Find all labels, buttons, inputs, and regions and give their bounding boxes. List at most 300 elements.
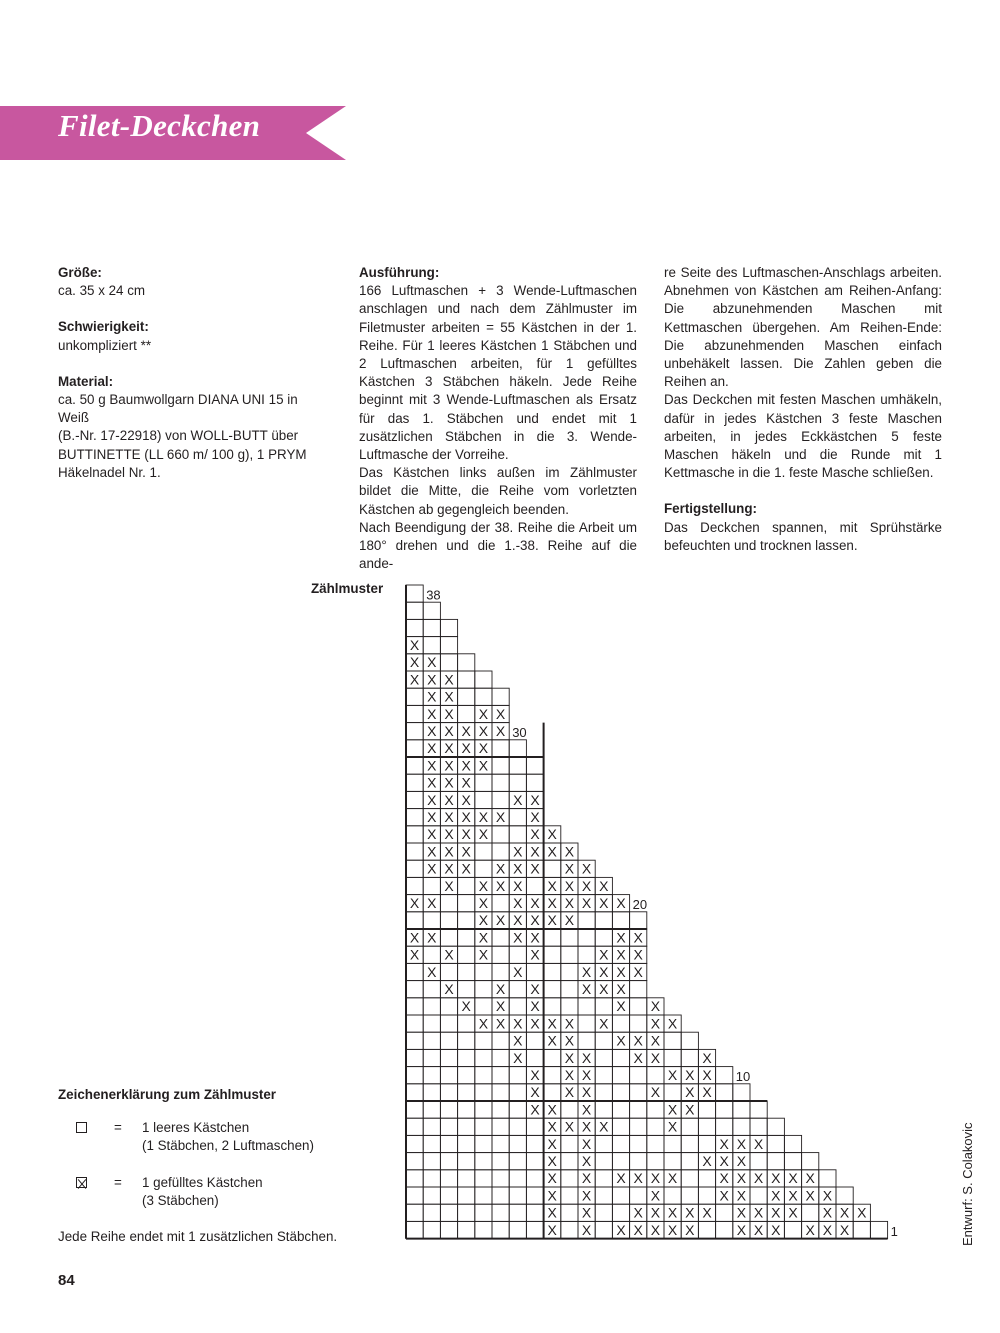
chart-filled-mark: X xyxy=(495,1015,506,1032)
chart-cell xyxy=(458,671,475,688)
chart-filled-mark: X xyxy=(530,791,540,808)
chart-cell xyxy=(819,1170,836,1187)
chart-cell xyxy=(698,1187,715,1204)
chart-filled-mark: X xyxy=(581,1067,592,1084)
chart-cell xyxy=(440,1204,457,1221)
chart-filled-mark: X xyxy=(530,981,540,998)
chart-cell xyxy=(526,1187,543,1204)
chart-filled-mark: X xyxy=(667,1015,678,1032)
chart-filled-mark: X xyxy=(444,791,454,808)
chart-cell xyxy=(595,1032,612,1049)
chart-cell xyxy=(458,912,475,929)
chart-filled-mark: X xyxy=(478,826,489,843)
chart-filled-mark: X xyxy=(530,1067,540,1084)
chart-cell xyxy=(509,1170,526,1187)
chart-cell xyxy=(612,1118,629,1135)
chart-cell xyxy=(526,1221,543,1238)
chart-cell xyxy=(630,1135,647,1152)
chart-cell xyxy=(492,946,509,963)
chart-cell xyxy=(492,1187,509,1204)
chart-cell xyxy=(406,1153,423,1170)
chart-cell xyxy=(492,1118,509,1135)
chart-cell xyxy=(492,1221,509,1238)
chart-cell xyxy=(492,1049,509,1066)
chart-cell xyxy=(509,774,526,791)
chart-filled-mark: X xyxy=(530,843,540,860)
chart-cell xyxy=(406,602,423,619)
chart-filled-mark: X xyxy=(599,877,609,894)
chart-cell xyxy=(630,1101,647,1118)
chart-filled-mark: X xyxy=(581,1084,592,1101)
chart-filled-mark: X xyxy=(513,791,523,808)
chart-cell xyxy=(440,1015,457,1032)
chart-filled-mark: X xyxy=(736,1221,747,1238)
chart-cell xyxy=(647,1135,664,1152)
chart-filled-mark: X xyxy=(667,1170,678,1187)
chart-cell xyxy=(509,1204,526,1221)
chart-filled-mark: X xyxy=(427,705,437,722)
chart-cell xyxy=(475,998,492,1015)
chart-filled-mark: X xyxy=(495,705,506,722)
chart-cell xyxy=(406,1101,423,1118)
chart-filled-mark: X xyxy=(547,1153,557,1170)
chart-cell xyxy=(595,929,612,946)
chart-filled-mark: X xyxy=(564,877,575,894)
chart-filled-mark: X xyxy=(616,1170,626,1187)
chart-cell xyxy=(509,826,526,843)
chart-filled-mark: X xyxy=(530,929,540,946)
chart-cell xyxy=(423,912,440,929)
instructions-paragraph: Das Deckchen mit festen Maschen umhäkeln, dafür in jedes Kästchen 3 feste Maschen arbeiten, in jedes Eckkästchen 5 feste Maschen häkeln und die Runde mit 1 Kettmasche in die 1. feste Masche schließen. xyxy=(664,392,942,481)
chart-cell xyxy=(475,671,492,688)
chart-filled-mark: X xyxy=(513,1049,523,1066)
chart-cell xyxy=(767,1118,784,1135)
chart-filled-mark: X xyxy=(616,929,626,946)
chart-cell xyxy=(612,1049,629,1066)
chart-cell xyxy=(716,1221,733,1238)
chart-filled-mark: X xyxy=(581,1118,592,1135)
chart-cell xyxy=(475,1187,492,1204)
chart-cell xyxy=(595,998,612,1015)
chart-filled-mark: X xyxy=(599,895,609,912)
chart-filled-mark: X xyxy=(478,877,489,894)
chart-filled-mark: X xyxy=(444,843,454,860)
chart-filled-mark: X xyxy=(461,843,471,860)
chart-cell xyxy=(630,1153,647,1170)
chart-cell xyxy=(458,1187,475,1204)
chart-filled-mark: X xyxy=(495,981,506,998)
chart-cell xyxy=(440,1118,457,1135)
chart-filled-mark: X xyxy=(478,757,489,774)
chart-cell xyxy=(698,1135,715,1152)
chart-cell xyxy=(526,877,543,894)
chart-filled-mark: X xyxy=(530,1101,540,1118)
chart-filled-mark: X xyxy=(444,826,454,843)
chart-cell xyxy=(458,688,475,705)
chart-cell xyxy=(406,1204,423,1221)
page-number: 84 xyxy=(58,1272,75,1289)
chart-cell xyxy=(561,1187,578,1204)
chart-filled-mark: X xyxy=(616,895,626,912)
legend-equals: = xyxy=(114,1120,122,1135)
chart-cell xyxy=(440,1084,457,1101)
chart-filled-mark: X xyxy=(547,1101,557,1118)
chart-filled-mark: X xyxy=(427,688,437,705)
chart-filled-mark: X xyxy=(513,843,523,860)
chart-cell xyxy=(509,981,526,998)
chart-filled-mark: X xyxy=(495,860,506,877)
chart-filled-mark: X xyxy=(530,1015,540,1032)
chart-cell xyxy=(509,998,526,1015)
chart-cell xyxy=(492,1135,509,1152)
chart-cell xyxy=(509,1221,526,1238)
chart-cell xyxy=(750,1118,767,1135)
chart-cell xyxy=(423,1049,440,1066)
difficulty-heading: Schwierigkeit: xyxy=(58,319,149,335)
chart-cell xyxy=(716,1084,733,1101)
chart-cell xyxy=(406,774,423,791)
chart-cell xyxy=(406,912,423,929)
material-line: (B.-Nr. 17-22918) von WOLL-BUTT über xyxy=(58,428,299,444)
chart-cell xyxy=(458,981,475,998)
chart-filled-mark: X xyxy=(633,1204,643,1221)
chart-cell xyxy=(784,1221,801,1238)
chart-filled-mark: X xyxy=(564,1032,575,1049)
chart-cell xyxy=(716,1204,733,1221)
chart-cell xyxy=(526,774,543,791)
chart-cell xyxy=(475,1118,492,1135)
size-value: ca. 35 x 24 cm xyxy=(58,283,146,299)
legend-filled-label: 1 gefülltes Kästchen xyxy=(142,1175,263,1190)
page-title: Filet-Deckchen xyxy=(58,108,261,143)
chart-filled-mark: X xyxy=(839,1221,850,1238)
chart-cell xyxy=(440,929,457,946)
chart-cell xyxy=(475,774,492,791)
design-credit: Entwurf: S. Colakovic xyxy=(960,1122,975,1246)
chart-cell xyxy=(509,1135,526,1152)
chart-filled-mark: X xyxy=(427,757,437,774)
chart-cell xyxy=(440,1067,457,1084)
chart-filled-mark: X xyxy=(478,809,489,826)
chart-cell xyxy=(475,1032,492,1049)
chart-filled-mark: X xyxy=(564,1049,575,1066)
chart-cell xyxy=(406,1221,423,1238)
chart-cell xyxy=(784,1153,801,1170)
chart-cell xyxy=(544,929,561,946)
chart-filled-mark: X xyxy=(599,1118,609,1135)
chart-cell xyxy=(458,1153,475,1170)
chart-cell xyxy=(406,1015,423,1032)
chart-filled-mark: X xyxy=(530,1084,540,1101)
instructions-column xyxy=(359,264,637,573)
chart-filled-mark: X xyxy=(495,998,506,1015)
chart-cell xyxy=(406,740,423,757)
chart-filled-mark: X xyxy=(685,1067,695,1084)
chart-cell xyxy=(423,1032,440,1049)
chart-cell xyxy=(458,1221,475,1238)
chart-filled-mark: X xyxy=(530,912,540,929)
chart-filled-mark: X xyxy=(513,929,523,946)
chart-filled-mark: X xyxy=(771,1187,781,1204)
chart-filled-mark: X xyxy=(581,860,592,877)
chart-cell xyxy=(492,1067,509,1084)
chart-cell xyxy=(475,1170,492,1187)
chart-cell xyxy=(544,860,561,877)
chart-filled-mark: X xyxy=(478,895,489,912)
chart-cell xyxy=(492,1170,509,1187)
chart-cell xyxy=(406,1067,423,1084)
chart-filled-mark: X xyxy=(719,1153,729,1170)
chart-cell xyxy=(458,895,475,912)
chart-cell xyxy=(561,963,578,980)
chart-cell xyxy=(612,1067,629,1084)
chart-cell xyxy=(440,998,457,1015)
finishing-paragraph: Das Deckchen spannen, mit Sprühstärke befeuchten und trocknen lassen. xyxy=(664,519,942,553)
chart-filled-mark: X xyxy=(547,1135,557,1152)
chart-filled-mark: X xyxy=(444,774,454,791)
chart-filled-mark: X xyxy=(599,946,609,963)
chart-cell xyxy=(458,1170,475,1187)
chart-cell xyxy=(458,1101,475,1118)
chart-cell xyxy=(561,998,578,1015)
chart-cell xyxy=(750,1153,767,1170)
chart-filled-mark: X xyxy=(719,1135,729,1152)
chart-cell xyxy=(561,1204,578,1221)
chart-cell xyxy=(544,963,561,980)
chart-filled-mark: X xyxy=(753,1135,764,1152)
chart-cell xyxy=(406,998,423,1015)
chart-filled-mark: X xyxy=(650,998,661,1015)
size-heading: Größe: xyxy=(58,265,102,280)
chart-filled-mark: X xyxy=(461,860,471,877)
chart-filled-mark: X xyxy=(616,1032,626,1049)
chart-cell xyxy=(475,1221,492,1238)
chart-cell xyxy=(733,1118,750,1135)
chart-cell xyxy=(526,1049,543,1066)
chart-cell xyxy=(492,843,509,860)
chart-filled-mark: X xyxy=(495,912,506,929)
chart-filled-mark: X xyxy=(547,1118,557,1135)
chart-filled-mark: X xyxy=(599,1015,609,1032)
chart-filled-mark: X xyxy=(633,963,643,980)
chart-cell xyxy=(509,1118,526,1135)
chart-filled-mark: X xyxy=(409,895,420,912)
chart-cell xyxy=(475,688,492,705)
chart-filled-mark: X xyxy=(513,912,523,929)
chart-cell xyxy=(612,1101,629,1118)
chart-filled-mark: X xyxy=(461,809,471,826)
chart-filled-mark: X xyxy=(667,1118,678,1135)
chart-cell xyxy=(440,1049,457,1066)
legend-title: Zeichenerklärung zum Zählmuster xyxy=(58,1087,277,1102)
chart-cell xyxy=(630,998,647,1015)
chart-cell xyxy=(664,1153,681,1170)
chart-filled-mark: X xyxy=(444,740,454,757)
chart-cell xyxy=(406,1170,423,1187)
chart-filled-mark: X xyxy=(650,1170,661,1187)
chart-filled-mark: X xyxy=(564,1084,575,1101)
chart-cell xyxy=(681,1170,698,1187)
chart-filled-mark: X xyxy=(478,740,489,757)
chart-filled-mark: X xyxy=(616,946,626,963)
chart-cell xyxy=(630,1084,647,1101)
chart-cell xyxy=(647,1153,664,1170)
chart-cell xyxy=(526,757,543,774)
chart-cell xyxy=(406,1118,423,1135)
chart-cell xyxy=(853,1221,870,1238)
chart-filled-mark: X xyxy=(719,1170,729,1187)
chart-cell xyxy=(475,1084,492,1101)
chart-cell xyxy=(750,1187,767,1204)
chart-filled-mark: X xyxy=(736,1153,747,1170)
chart-cell xyxy=(526,963,543,980)
chart-cell xyxy=(423,1084,440,1101)
chart-cell xyxy=(475,791,492,808)
chart-cell xyxy=(802,1153,819,1170)
chart-filled-mark: X xyxy=(719,1187,729,1204)
chart-cell xyxy=(440,895,457,912)
chart-filled-mark: X xyxy=(478,1015,489,1032)
chart-filled-mark: X xyxy=(702,1084,712,1101)
chart-filled-mark: X xyxy=(444,757,454,774)
chart-cell xyxy=(544,1084,561,1101)
chart-cell xyxy=(647,1118,664,1135)
chart-cell xyxy=(630,1118,647,1135)
chart-filled-mark: X xyxy=(736,1187,747,1204)
chart-filled-mark: X xyxy=(650,1032,661,1049)
chart-cell xyxy=(526,1118,543,1135)
chart-filled-mark: X xyxy=(547,912,557,929)
chart-cell xyxy=(595,1187,612,1204)
chart-cell xyxy=(664,1135,681,1152)
chart-cell xyxy=(423,1135,440,1152)
instructions-paragraph: Nach Beendigung der 38. Reihe die Arbeit um 180° drehen und die 1.-38. Reihe auf die ande- xyxy=(359,519,637,572)
empty-square-icon xyxy=(76,1122,87,1133)
chart-cell xyxy=(406,1187,423,1204)
chart-filled-mark: X xyxy=(530,826,540,843)
instructions-heading: Ausführung: xyxy=(359,265,440,280)
chart-cell xyxy=(406,877,423,894)
chart-filled-mark: X xyxy=(857,1204,867,1221)
chart-filled-mark: X xyxy=(633,1049,643,1066)
chart-filled-mark: X xyxy=(702,1067,712,1084)
chart-filled-mark: X xyxy=(495,877,506,894)
chart-cell xyxy=(440,1153,457,1170)
chart-filled-mark: X xyxy=(478,723,489,740)
chart-filled-mark: X xyxy=(667,1101,678,1118)
chart-filled-mark: X xyxy=(581,877,592,894)
chart-filled-mark: X xyxy=(547,1221,557,1238)
chart-cell xyxy=(526,1032,543,1049)
chart-filled-mark: X xyxy=(616,1221,626,1238)
chart-filled-mark: X xyxy=(513,860,523,877)
material-line: Häkelnadel Nr. 1. xyxy=(58,464,161,480)
chart-cell xyxy=(440,637,457,654)
chart-cell xyxy=(681,1032,698,1049)
chart-filled-mark: X xyxy=(513,1032,523,1049)
chart-cell xyxy=(561,1135,578,1152)
chart-filled-mark: X xyxy=(444,688,454,705)
chart-cell xyxy=(440,912,457,929)
chart-filled-mark: X xyxy=(599,981,609,998)
chart-cell xyxy=(612,1204,629,1221)
chart-cell xyxy=(612,912,629,929)
chart-cell xyxy=(475,1204,492,1221)
chart-cell xyxy=(544,981,561,998)
chart-filled-mark: X xyxy=(581,1049,592,1066)
chart-cell xyxy=(492,929,509,946)
chart-filled-mark: X xyxy=(427,809,437,826)
chart-filled-mark: X xyxy=(650,1049,661,1066)
chart-filled-mark: X xyxy=(702,1153,712,1170)
chart-filled-mark: X xyxy=(564,912,575,929)
chart-filled-mark: X xyxy=(805,1187,815,1204)
chart-cell xyxy=(698,1221,715,1238)
chart-cell xyxy=(612,1015,629,1032)
chart-filled-mark: X xyxy=(822,1187,833,1204)
chart-cell xyxy=(716,1067,733,1084)
chart-cell xyxy=(509,740,526,757)
chart-cell xyxy=(492,895,509,912)
chart-filled-mark: X xyxy=(409,946,420,963)
chart-filled-mark: X xyxy=(685,1204,695,1221)
chart-filled-mark: X xyxy=(495,723,506,740)
chart-cell xyxy=(544,946,561,963)
chart-filled-mark: X xyxy=(564,843,575,860)
chart-cell xyxy=(458,1032,475,1049)
chart-filled-mark: X xyxy=(667,1067,678,1084)
chart-filled-mark: X xyxy=(530,998,540,1015)
chart-filled-mark: X xyxy=(616,998,626,1015)
chart-cell xyxy=(526,1204,543,1221)
chart-cell xyxy=(561,1101,578,1118)
chart-filled-mark: X xyxy=(788,1187,798,1204)
chart-filled-mark: X xyxy=(547,843,557,860)
crochet-chart xyxy=(400,580,920,1260)
chart-cell xyxy=(440,654,457,671)
chart-cell xyxy=(578,998,595,1015)
chart-cell xyxy=(716,1118,733,1135)
chart-cell xyxy=(440,1170,457,1187)
chart-cell xyxy=(733,1101,750,1118)
chart-cell xyxy=(698,1118,715,1135)
chart-filled-mark: X xyxy=(771,1204,781,1221)
chart-cell xyxy=(612,1153,629,1170)
chart-cell xyxy=(492,774,509,791)
chart-cell xyxy=(475,860,492,877)
chart-cell xyxy=(681,1135,698,1152)
chart-filled-mark: X xyxy=(822,1204,833,1221)
chart-cell xyxy=(630,1187,647,1204)
legend-empty-detail: (1 Stäbchen, 2 Luftmaschen) xyxy=(142,1138,314,1153)
chart-filled-mark: X xyxy=(513,1015,523,1032)
chart-filled-mark: X xyxy=(616,981,626,998)
chart-cell xyxy=(423,1101,440,1118)
chart-cell xyxy=(406,1084,423,1101)
chart-cell xyxy=(406,791,423,808)
chart-filled-mark: X xyxy=(427,826,437,843)
chart-cell xyxy=(423,1067,440,1084)
chart-cell xyxy=(440,619,457,636)
material-heading: Material: xyxy=(58,373,114,389)
chart-filled-mark: X xyxy=(461,998,471,1015)
chart-filled-mark: X xyxy=(427,929,437,946)
chart-cell xyxy=(475,1101,492,1118)
chart-cell xyxy=(406,963,423,980)
chart-cell xyxy=(595,1101,612,1118)
chart-cell xyxy=(492,688,509,705)
instructions-paragraph: re Seite des Luftmaschen-Anschlags arbeiten. Abnehmen von Kästchen am Reihen-Anfang: Die abzunehmenden Maschen mit Kettmaschen übergehen. Am Reihen-Ende: Die abzunehmenden Maschen einfach unbehäkelt lassen. Die Zahlen geben die Reihen an. xyxy=(664,265,942,390)
